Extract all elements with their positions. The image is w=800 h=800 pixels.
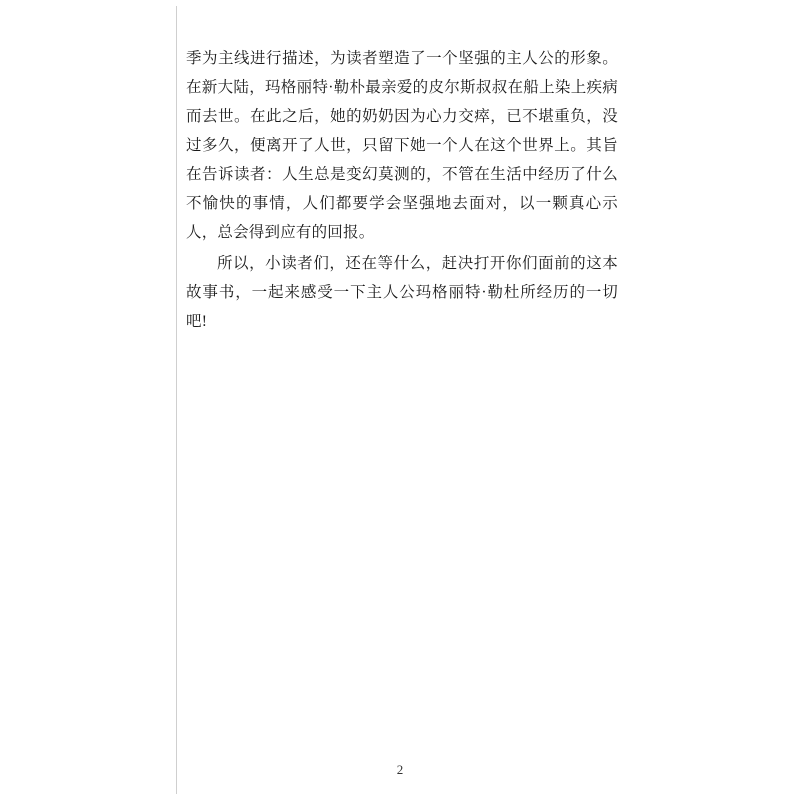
body-paragraph: 季为主线进行描述，为读者塑造了一个坚强的主人公的形象。在新大陆，玛格丽特·勒朴最亲爱的皮尔斯叔叔在船上染上疾病而去世。在此之后，她的奶奶因为心力交瘁，已不堪重负，没过多久，便离开了人世，只留下她一个人在这个世界上。其旨在告诉读者：人生总是变幻莫测的，不管在生活中经历了什么不愉快的事情，人们都要学会坚强地去面对，以一颗真心示人，总会得到应有的回报。 — [186, 50, 618, 241]
page-number: 2 — [396, 762, 404, 777]
body-paragraph: 所以，小读者们，还在等什么，赶决打开你们面前的这本故事书，一起来感受一下主人公玛格丽特·勒杜所经历的一切吧! — [186, 255, 618, 330]
page-left-border — [176, 6, 177, 794]
page-text-body — [186, 44, 618, 336]
